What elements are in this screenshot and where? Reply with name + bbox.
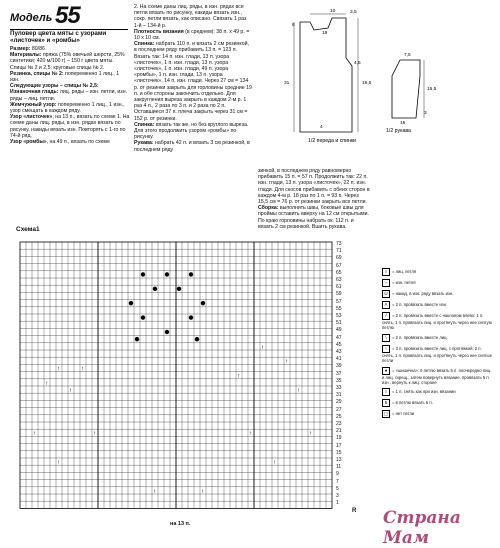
decrease-arrow-mark: ↑ <box>45 380 48 387</box>
scheme-label: Схема1 <box>16 226 40 233</box>
paragraph-heading: Размер: <box>10 46 31 52</box>
paragraph-heading: Спинка: <box>134 41 155 48</box>
dimension-label: 19 <box>322 31 328 36</box>
paragraph <box>134 29 252 41</box>
legend-symbol-icon: – <box>382 279 390 287</box>
decrease-arrow-mark: ↑ <box>273 460 276 466</box>
row-number: 17 <box>336 442 342 449</box>
paragraph <box>134 4 252 29</box>
legend-item <box>382 312 494 331</box>
paragraph-text: попеременно 1 лиц., 1 изн., узор смещать в каждом ряду. <box>10 101 125 115</box>
decrease-arrow-mark: ↑ <box>297 388 300 394</box>
legend-symbol-icon: 5 <box>382 399 390 407</box>
legend-item <box>382 410 494 418</box>
row-number: 37 <box>336 370 342 377</box>
row-number: 21 <box>336 428 342 435</box>
legend-text: = в петлю вязать 5 п. <box>392 400 433 406</box>
paragraph <box>10 89 130 101</box>
decrease-arrow-mark: ↑ <box>201 488 204 495</box>
paragraph-text: , на 13 п., вязать по схеме 1. На схеме даны лиц. ряды, в изн. рядах вязать по рисунку, накиды вязать изн. Повторять с 1-го по 74-й ряд. <box>10 114 130 139</box>
legend-symbol-icon: / <box>382 312 390 320</box>
row-number: 23 <box>336 421 342 427</box>
bobble-mark <box>189 315 193 319</box>
paragraph-heading: Жемчужный узор: <box>10 101 57 108</box>
row-number: 35 <box>336 377 342 384</box>
paragraph-text: вязать так же, но без круглого выреза. Для этого продолжить узором «ромбы» по рисунку. <box>134 121 249 141</box>
legend-text: = изн. петля <box>392 280 416 286</box>
row-number: 43 <box>336 349 342 355</box>
bobble-mark <box>177 287 181 291</box>
bobble-mark <box>129 301 133 305</box>
paragraph <box>10 102 130 114</box>
row-number: 49 <box>336 327 342 334</box>
paragraph-text: пряжа (75% овечьей шерсти, 25% синтетики; 420 м/100 г) – 150 г цвета мяты. Спицы № 2 и 2,5; круговые спицы № 2. <box>10 52 125 71</box>
legend-text: = 2 п. провязать вместе лиц. <box>392 334 448 340</box>
paragraph-heading: Резинка, спицы № 2: <box>10 70 64 77</box>
paragraph-text: (в среднем): 38 п. x 49 р. = 10 x 10 см. <box>134 28 250 42</box>
row-number: 25 <box>336 413 342 420</box>
decrease-arrow-mark: ↑ <box>285 359 288 366</box>
row-number: 19 <box>336 435 342 442</box>
legend-symbol-icon: \ <box>382 334 390 342</box>
row-number: 31 <box>336 392 342 399</box>
legend <box>382 268 494 421</box>
row-number: 67 <box>336 262 342 269</box>
legend-item <box>382 345 494 364</box>
row-number: 69 <box>336 255 342 262</box>
paragraph-text: выполнить швы, боковые швы для проймы оставить вверху на 12 см открытыми. По краю горловины набрать ок. 112 п. и вязать 2 см резинкой. Вшить рукава. <box>258 205 369 230</box>
assembly-column <box>258 168 370 230</box>
paragraph <box>258 168 370 205</box>
paragraph-heading: Изнаночная гладь: <box>10 89 59 96</box>
paragraph-text: зинкой, в последнем ряду равномерно прибавить 15 п. = 57 п. Продолжить так: 22 п. изн. глади, 13 п. узора «листочек», 22 п. изн. глади. Для скосов прибавить с обеих сторон в каждом 4-м р. 18 раз по 1 п. = 93 п. Через 15,5 см = 76 р. от резинки закрыть все петли. <box>258 168 370 206</box>
front-back-pattern <box>270 4 390 144</box>
paragraph-text: набрать 42 п. и вязать 3 см резинкой, в последнем ряду <box>134 140 250 153</box>
paragraph <box>258 205 370 230</box>
row-number: 39 <box>336 363 342 370</box>
legend-item <box>382 334 494 342</box>
decrease-arrow-mark: ↑ <box>309 431 312 438</box>
materials-column <box>10 46 130 145</box>
row-number: 3 <box>336 493 339 499</box>
paragraph <box>134 140 252 152</box>
front-caption: 1/2 переда и спинки <box>308 138 357 144</box>
row-number: 27 <box>336 406 342 413</box>
paragraph-heading: Плотность вязания <box>134 28 184 35</box>
row-number: 41 <box>336 356 342 363</box>
dimension-label: 6 <box>292 23 295 28</box>
legend-text: = 2 п. провязать вместе изн. <box>392 302 448 308</box>
legend-text: = 3 п. провязать вместе лиц. с протяжкой: 2 п. снять, 1 п. провязать лиц. и протянуть через нее снятые петли <box>382 345 492 364</box>
legend-symbol-icon: Λ <box>382 301 390 309</box>
legend-symbol-icon: U <box>382 290 390 298</box>
sleeve-caption: 1/2 рукава <box>386 128 411 134</box>
paragraph <box>134 41 252 122</box>
row-number: 5 <box>336 485 339 492</box>
row-number: 33 <box>336 385 342 391</box>
legend-text: = нет петли <box>392 411 415 417</box>
row-number: 59 <box>336 291 342 298</box>
row-number: 9 <box>336 471 339 478</box>
paragraph-heading: Узор «ромбы» <box>10 139 47 146</box>
row-number: 53 <box>336 313 342 319</box>
dimension-label: 4,5 <box>354 61 361 66</box>
decrease-arrow-mark: ↑ <box>69 388 72 394</box>
bobble-mark <box>165 272 169 276</box>
row-number: 29 <box>336 399 342 406</box>
dimension-label: 31 <box>284 81 290 86</box>
model-number: 55 <box>55 2 80 29</box>
paragraph-text: 2. На схеме даны лиц. ряды, в изн. рядах все петли вязать по рисунку, накиды вязать изн., сокр. петли вязать, как описано. Связать 1 раз 1-й – 134-й р. <box>134 4 247 29</box>
row-number: 13 <box>336 457 342 463</box>
page-title: Пуловер цвета мяты с узорами «листочек» и «ромбы» <box>10 30 107 44</box>
dimension-label: 3 <box>424 111 427 116</box>
row-number: 7 <box>336 478 339 485</box>
decrease-arrow-mark: ↑ <box>237 373 240 380</box>
dimension-label: 3,5 <box>350 10 357 15</box>
row-number: 11 <box>336 464 342 471</box>
legend-symbol-icon: I <box>382 268 390 276</box>
paragraph <box>10 71 130 83</box>
row-number: 55 <box>336 305 342 312</box>
model-label: Модель <box>10 12 53 24</box>
dimension-label: 15 <box>400 121 406 126</box>
bobble-mark <box>165 330 169 334</box>
legend-text: = 2 п. провязать вместе с наклоном влево: 1 п. снять, 1 п. провязать лиц. и протянуть через нее снятую петлю <box>382 313 492 331</box>
legend-item <box>382 301 494 309</box>
decrease-arrow-mark: ↑ <box>81 366 84 373</box>
paragraph-heading: Спинка: <box>134 121 155 128</box>
instructions-column <box>134 4 252 153</box>
row-number: 61 <box>336 284 342 291</box>
paragraph-heading: Рукава: <box>134 140 154 147</box>
legend-symbol-icon: ↑ <box>382 345 390 353</box>
decrease-arrow-mark: ↑ <box>57 460 60 466</box>
bobble-mark <box>153 287 157 291</box>
decrease-arrow-mark: ↑ <box>33 431 36 438</box>
row-number: 63 <box>336 277 342 283</box>
decrease-arrow-mark: ↑ <box>261 344 264 351</box>
paragraph <box>10 52 130 71</box>
legend-text: = «шишечка»: в петлю вязать 5 п. поочередно лиц. и лиц. скрещ., затем повернуть вязание, провязать 5 п. изн., вернуть к лиц. стороне <box>382 367 492 386</box>
paragraph-text: лиц. ряды – изн. петли, изн. ряды – лиц. петли. <box>10 89 127 102</box>
row-number: 15 <box>336 449 342 456</box>
legend-item <box>382 279 494 287</box>
row-number: 57 <box>336 298 342 305</box>
legend-symbol-icon: ○ <box>382 388 390 396</box>
dimension-label: 4 <box>320 125 323 130</box>
legend-item <box>382 388 494 396</box>
paragraph <box>134 122 252 141</box>
legend-item <box>382 268 494 276</box>
dimension-label: 15,5 <box>362 81 372 86</box>
decrease-arrow-mark: ↑ <box>93 431 96 438</box>
paragraph-heading: Сборка: <box>258 205 279 212</box>
row-number: 45 <box>336 341 342 348</box>
row-number: 71 <box>336 248 342 255</box>
row-number: 51 <box>336 320 342 327</box>
paragraph-text: набрать 110 п. и вязать 2 см резинкой, в последнем ряду прибавить 13 п. = 123 п. Вязать так: 14 п. изн. глади, 13 п. узора «листочек», 1 п. изн. глади, 13 п. узора «листочек», 1 п. изн. глади, 49 п. узора «ромбы», 1 п. изн. глади, 13 п. узора «листочек», 14 п. изн. глади. Через 27 см = 134 р. от резинки закрыть для горловины средние 19 п. и обе стороны закончить отдельно. Для закругления выреза закрыть в каждом 2-м р. 1 раз 4 п., 2 раза по 3 п. и 2 раза по 2 п. Оставшиеся 37 п. плеча закрыть через 31 см = 152 р. от резинки. <box>134 41 252 122</box>
paragraph-text: 80/86 <box>30 46 45 52</box>
decrease-arrow-mark: ↑ <box>249 431 252 438</box>
decrease-arrow-mark: ↑ <box>57 366 60 373</box>
bobble-mark <box>189 272 193 276</box>
bobble-mark <box>195 337 199 341</box>
legend-item <box>382 367 494 386</box>
knitting-chart <box>18 240 338 515</box>
watermark: Страна Мам <box>383 508 461 548</box>
paragraph-text: попеременно 1 лиц., 1 изн. <box>10 70 120 84</box>
bobble-mark <box>141 272 145 276</box>
paragraph <box>10 139 130 145</box>
dimension-label: 10 <box>330 9 336 14</box>
legend-symbol-icon: ▢ <box>383 411 389 417</box>
paragraph-heading: Узор «листочек» <box>10 114 53 121</box>
bobble-mark <box>135 337 139 341</box>
paragraph-heading: Следующие узоры – спицы № 2,5: <box>10 83 99 90</box>
paragraph-heading: Материалы: <box>10 52 42 59</box>
legend-symbol-icon: ● <box>382 367 390 375</box>
paragraph <box>10 114 130 139</box>
legend-item <box>382 290 494 298</box>
paragraph-text: , на 49 п., вязать по схеме <box>46 139 110 146</box>
legend-text: = накид, в изн. ряду вязать изн. <box>392 291 454 297</box>
scheme-bottom-label: на 13 п. <box>170 521 191 527</box>
legend-text: = лиц. петля <box>392 269 417 275</box>
dimension-label: 7,5 <box>404 53 411 58</box>
legend-item <box>382 399 494 407</box>
bobble-mark <box>201 301 205 305</box>
row-number: 65 <box>336 269 342 276</box>
row-number: 73 <box>336 241 342 247</box>
row-number: 1 <box>336 500 339 507</box>
bobble-mark <box>141 315 145 319</box>
decrease-arrow-mark: ↑ <box>153 488 156 495</box>
row-number: 47 <box>336 334 342 341</box>
chart-corner-label: R <box>352 508 357 514</box>
dimension-label: 15,5 <box>427 87 437 92</box>
sleeve-pattern <box>380 40 470 144</box>
legend-text: = 1 п. снять как при изн. вязании <box>392 389 456 395</box>
